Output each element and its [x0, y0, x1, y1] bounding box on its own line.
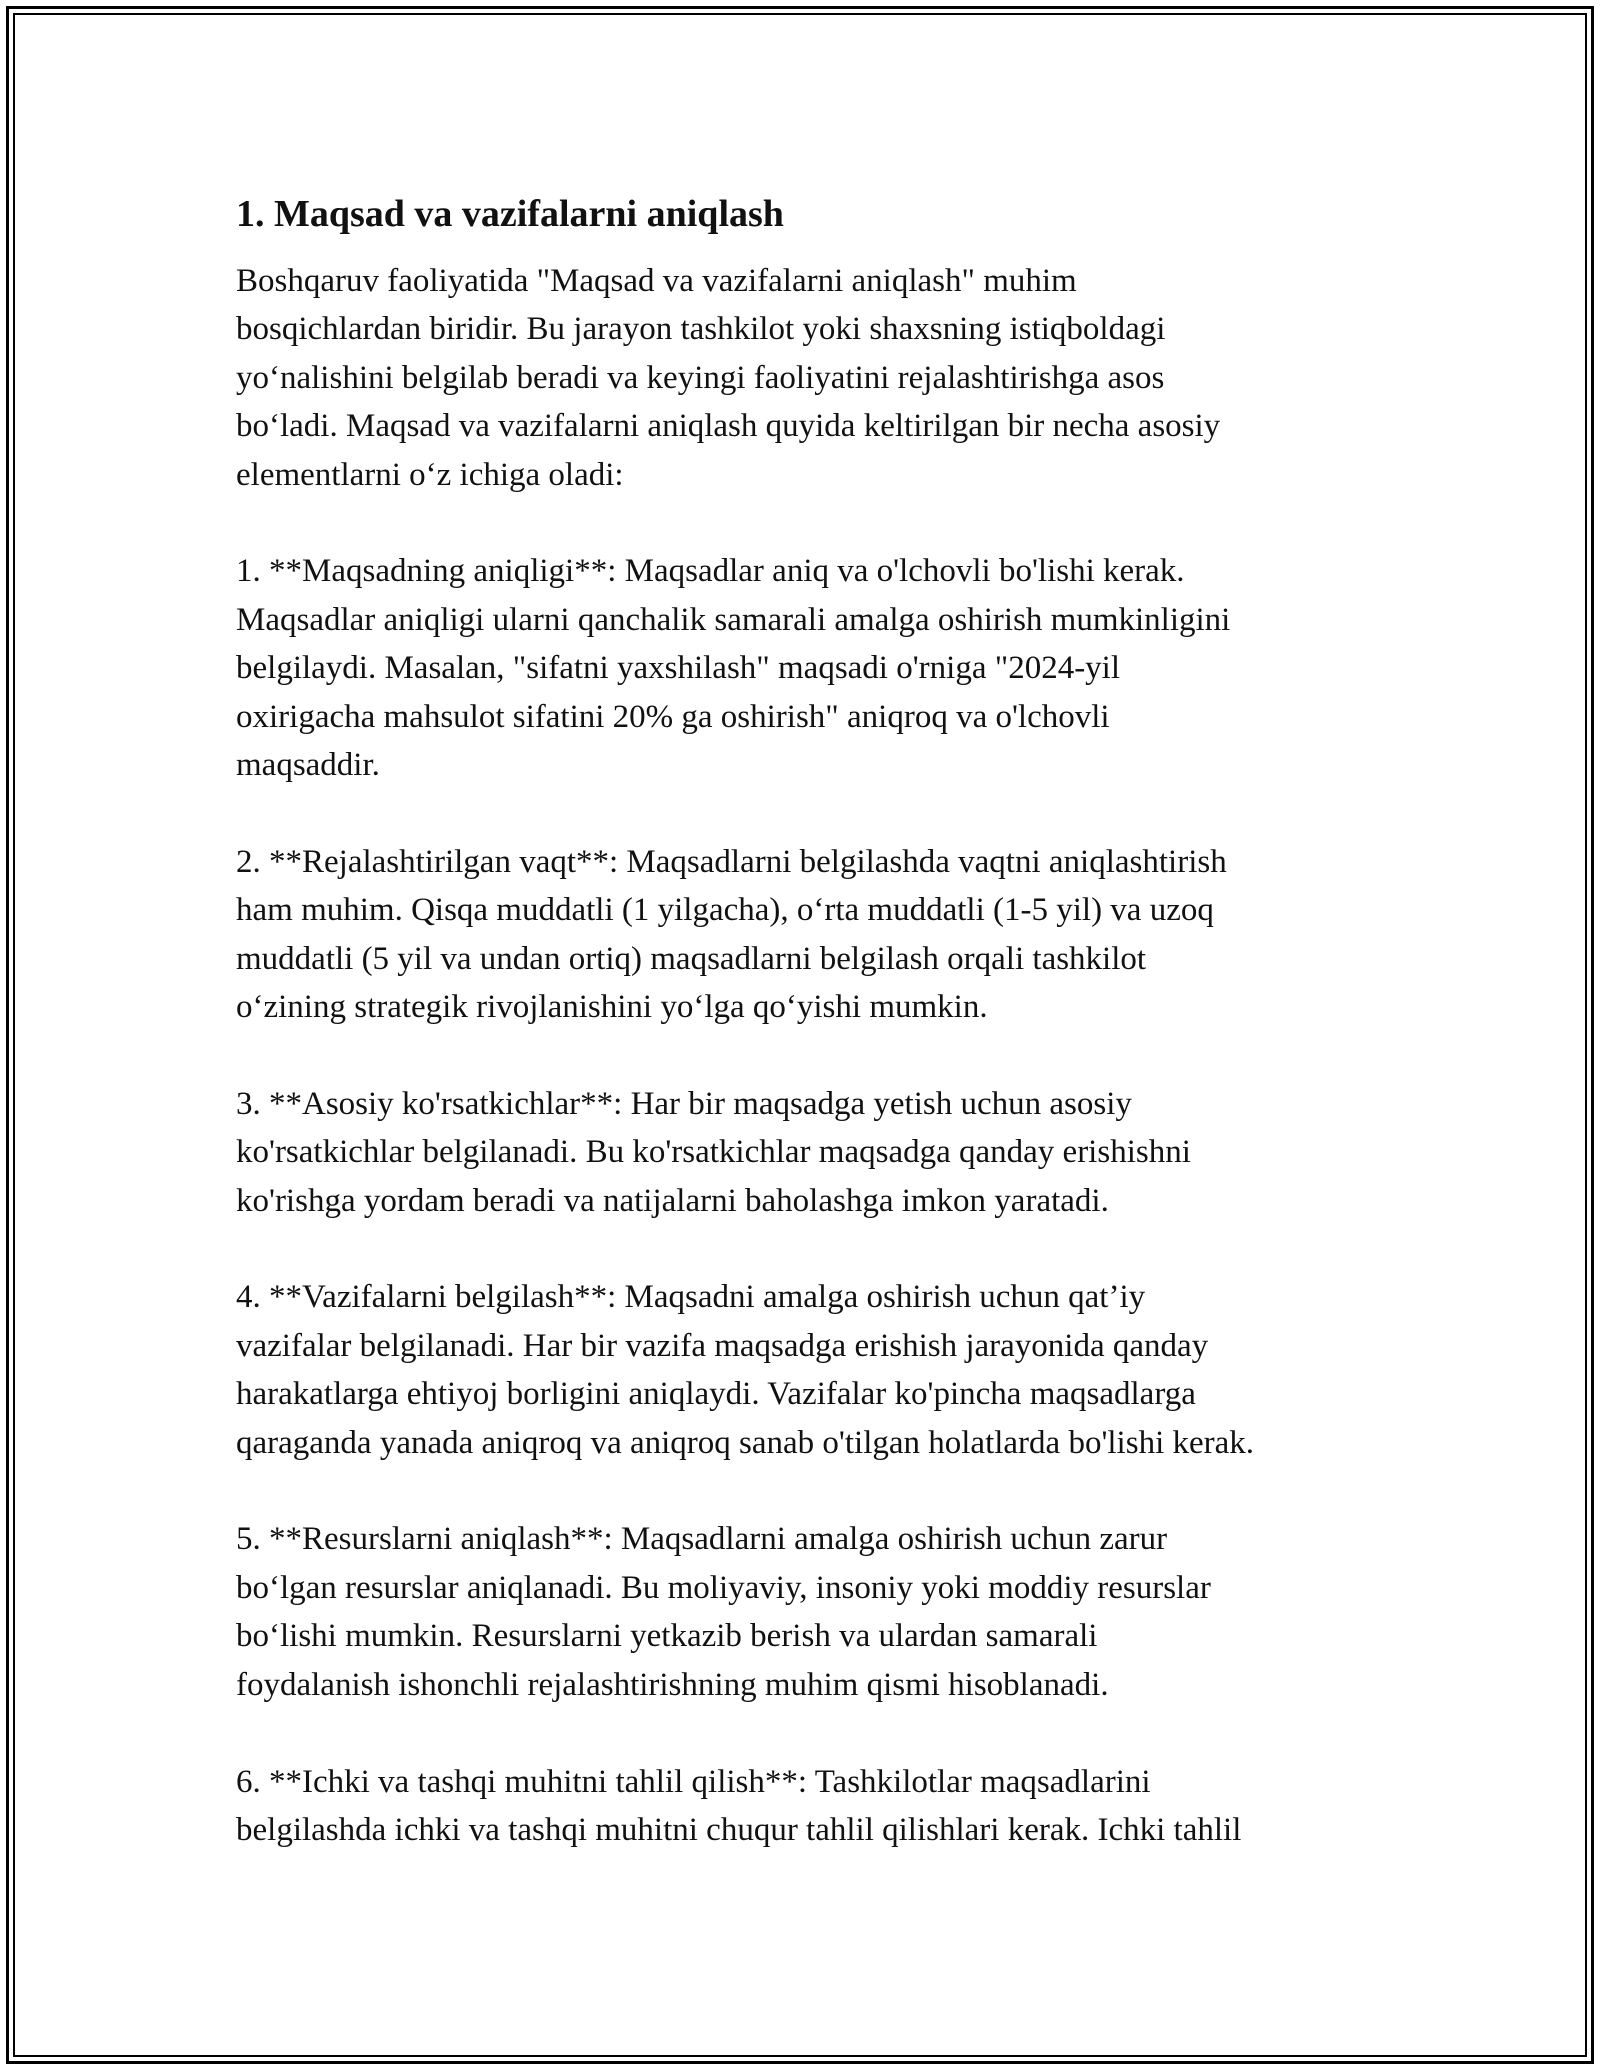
intro-paragraph: Boshqaruv faoliyatida "Maqsad va vazifalarni aniqlash" muhim bosqichlardan biridir. Bu jarayon tashkilot yoki shaxsning istiqboldagi yo‘nalishini belgilab beradi va keyingi faoliyatini rejalashtirishga asos bo‘ladi. Maqsad va vazifalarni aniqlash quyida keltirilgan bir necha asosiy elementlarni o‘z ichiga oladi: — [236, 263, 1221, 493]
list-item: 1. **Maqsadning aniqligi**: Maqsadlar aniq va o'lchovli bo'lishi kerak. Maqsadlar aniqligi ularni qanchalik samarali amalga oshirish mumkinligini belgilaydi. Masalan, "sifatni yaxshilash" maqsadi o'rniga "2024-yil oxirigacha mahsulot sifatini 20% ga oshirish" aniqroq va o'lchovli maqsaddir. — [236, 553, 1231, 784]
list-item: 3. **Asosiy ko'rsatkichlar**: Har bir maqsadga yetish uchun asosiy ko'rsatkichlar belgilanadi. Bu ko'rsatkichlar maqsadga qanday erishishni ko'rishga yordam beradi va natijalarni baholashga imkon yaratadi. — [236, 1085, 1191, 1219]
list-item: 5. **Resurslarni aniqlash**: Maqsadlarni amalga oshirish uchun zarur bo‘lgan resurslar aniqlanadi. Bu moliyaviy, insoniy yoki moddiy resurslar bo‘lishi mumkin. Resurslarni yetkazib berish va ulardan samarali foydalanish ishonchli rejalashtirishning muhim qismi hisoblanadi. — [236, 1521, 1211, 1703]
list-item: 6. **Ichki va tashqi muhitni tahlil qilish**: Tashkilotlar maqsadlarini belgilashda ichki va tashqi muhitni chuqur tahlil qilishlari kerak. Ichki tahlil — [236, 1763, 1242, 1848]
document-body — [236, 186, 1386, 1854]
document-title: 1. Maqsad va vazifalarni aniqlash — [236, 193, 784, 235]
list-item: 2. **Rejalashtirilgan vaqt**: Maqsadlarni belgilashda vaqtni aniqlashtirish ham muhim. Qisqa muddatli (1 yilgacha), o‘rta muddatli (1-5 yil) va uzoq muddatli (5 yil va undan ortiq) maqsadlarni belgilash orqali tashkilot o‘zining strategik rivojlanishini yo‘lga qo‘yishi mumkin. — [236, 843, 1227, 1026]
list-item: 4. **Vazifalarni belgilash**: Maqsadni amalga oshirish uchun qat’iy vazifalar belgilanadi. Har bir vazifa maqsadga erishish jarayonida qanday harakatlarga ehtiyoj borligini aniqlaydi. Vazifalar ko'pincha maqsadlarga qaraganda yanada aniqroq va aniqroq sanab o'tilgan holatlarda bo'lishi kerak. — [236, 1279, 1255, 1461]
